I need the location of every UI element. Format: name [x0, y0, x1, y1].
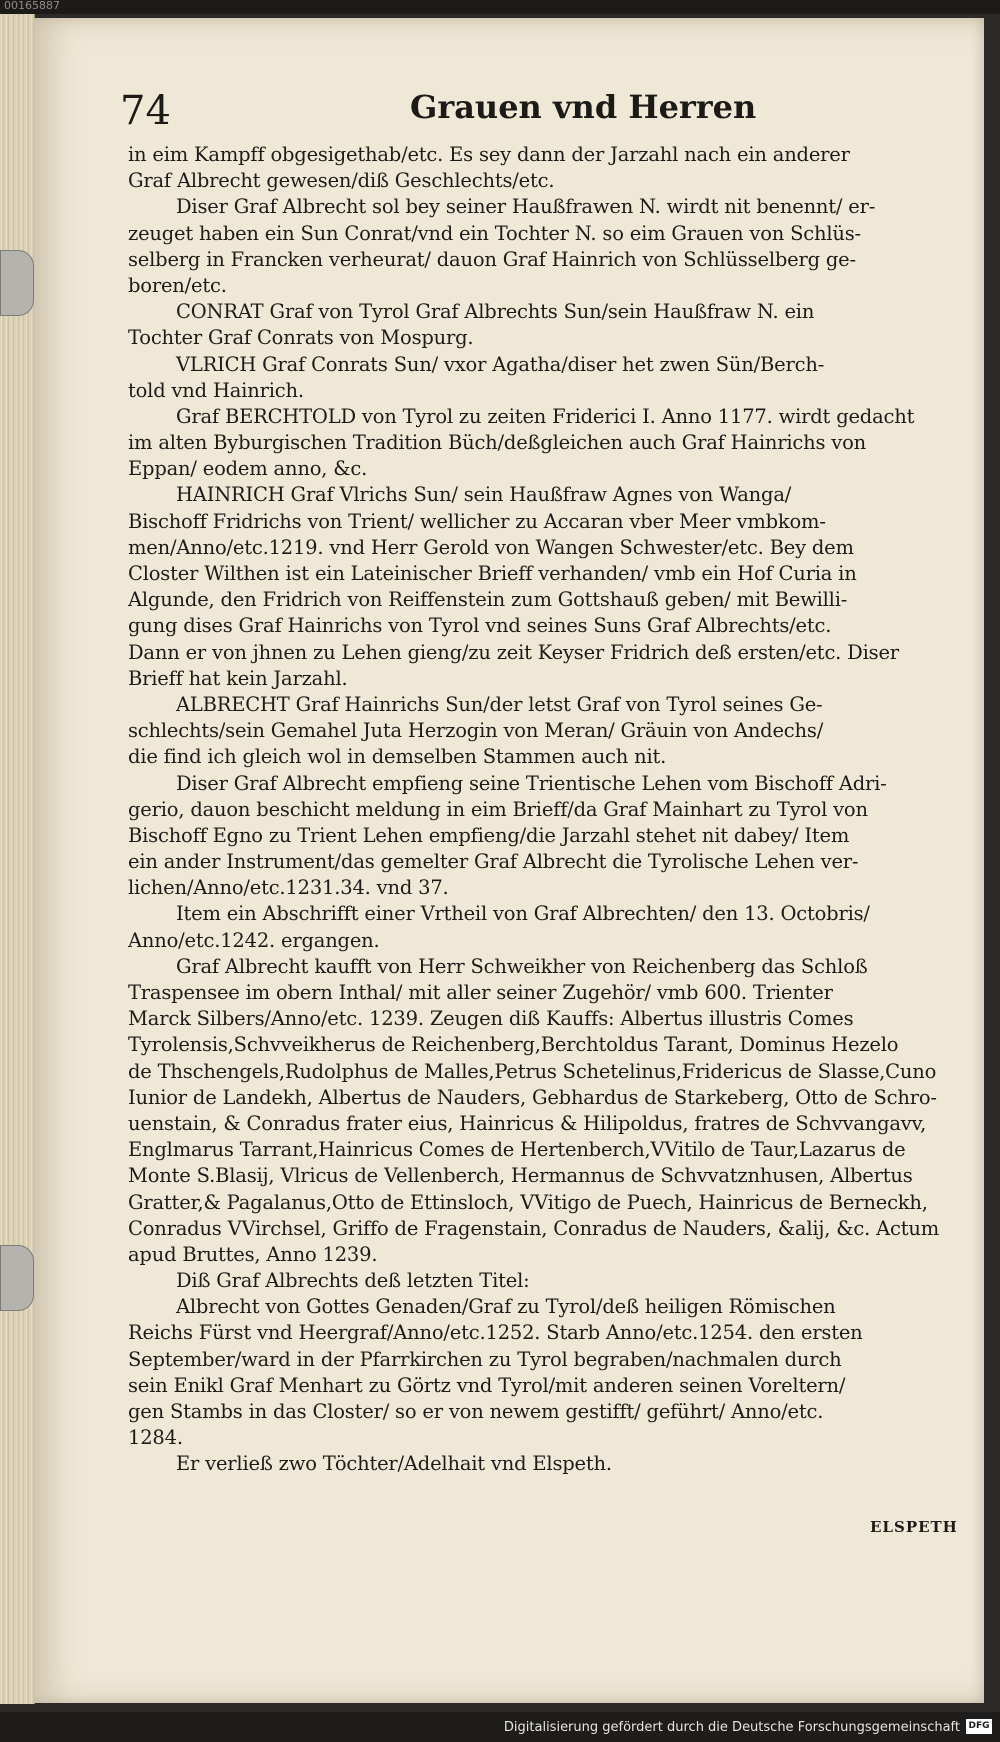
running-title: Grauen vnd Herren	[410, 88, 757, 126]
text-line: Tochter Graf Conrats von Mospurg.	[128, 326, 474, 350]
page-number: 74	[120, 88, 171, 134]
clip-lower	[0, 1245, 34, 1311]
text-line: Bischoff Egno zu Trient Lehen empfieng/die Jarzahl stehet nit dabey/ Item	[128, 823, 850, 847]
clip-upper	[0, 250, 34, 316]
text-line: gerio, dauon beschicht meldung in eim Brieff/da Graf Mainhart zu Tyrol von	[128, 797, 868, 821]
dfg-logo-icon: DFG	[966, 1719, 992, 1734]
text-line: Graf Albrecht gewesen/diß Geschlechts/etc.	[128, 169, 555, 193]
text-line: Englmarus Tarrant,Hainricus Comes de Hertenberch,VVitilo de Taur,Lazarus de	[128, 1138, 906, 1162]
text-line: Traspensee im obern Inthal/ mit aller seiner Zugehör/ vmb 600. Trienter	[128, 981, 833, 1004]
text-line: gen Stambs in das Closter/ so er von newem gestifft/ geführt/ Anno/etc.	[128, 1400, 824, 1423]
text-line: Algunde, den Fridrich von Reiffenstein zum Gottshauß geben/ mit Bewilli-	[128, 588, 848, 612]
text-line: Er verließ zwo Töchter/Adelhait vnd Elspeth.	[176, 1452, 612, 1476]
text-line: Graf BERCHTOLD von Tyrol zu zeiten Friderici I. Anno 1177. wirdt gedacht	[176, 404, 915, 428]
text-line: men/Anno/etc.1219. vnd Herr Gerold von Wangen Schwester/etc. Bey dem	[128, 535, 854, 559]
catchword: ELSPETH	[870, 1518, 958, 1536]
text-line: sein Enikl Graf Menhart zu Görtz vnd Tyrol/mit anderen seinen Voreltern/	[128, 1373, 846, 1397]
text-line: die find ich gleich wol in demselben Stammen auch nit.	[128, 745, 667, 769]
text-line: Anno/etc.1242. ergangen.	[128, 928, 380, 952]
text-line: 1284.	[128, 1426, 183, 1450]
text-line: Item ein Abschrifft einer Vrtheil von Graf Albrechten/ den 13. Octobris/	[176, 902, 870, 926]
text-line: Eppan/ eodem anno, &c.	[128, 457, 368, 481]
text-line: Diß Graf Albrechts deß letzten Titel:	[176, 1269, 530, 1293]
text-line: gung dises Graf Hainrichs von Tyrol vnd seines Suns Graf Albrechts/etc.	[128, 614, 832, 638]
text-line: in eim Kampff obgesigethab/etc. Es sey dann der Jarzahl nach ein anderer	[128, 143, 850, 166]
text-line: zeuget haben ein Sun Conrat/vnd ein Tochter N. so eim Grauen von Schlüs-	[128, 221, 861, 245]
footer-credit: Digitalisierung gefördert durch die Deutsche Forschungsgemeinschaft	[503, 1720, 960, 1735]
text-line: HAINRICH Graf Vlrichs Sun/ sein Haußfraw Agnes von Wanga/	[176, 483, 792, 507]
text-line: Closter Wilthen ist ein Lateinischer Brieff verhanden/ vmb ein Hof Curia in	[128, 562, 857, 585]
text-line: Gratter,& Pagalanus,Otto de Ettinsloch, VVitigo de Puech, Hainricus de Berneckh,	[128, 1190, 928, 1214]
text-line: boren/etc.	[128, 273, 227, 297]
text-line: schlechts/sein Gemahel Juta Herzogin von Meran/ Gräuin von Andechs/	[128, 719, 824, 743]
text-line: Reichs Fürst vnd Heergraf/Anno/etc.1252. Starb Anno/etc.1254. den ersten	[128, 1321, 863, 1345]
text-line: told vnd Hainrich.	[128, 378, 304, 402]
text-line: Dann er von jhnen zu Lehen gieng/zu zeit Keyser Fridrich deß ersten/etc. Diser	[128, 640, 899, 664]
text-line: Monte S.Blasij, Vlricus de Vellenberch, Hermannus de Schvvatznhusen, Albertus	[128, 1164, 913, 1188]
text-line: Diser Graf Albrecht sol bey seiner Haußfrawen N. wirdt nit benennt/ er-	[176, 195, 876, 219]
text-line: September/ward in der Pfarrkirchen zu Tyrol begraben/nachmalen durch	[128, 1347, 842, 1371]
top-strip	[0, 0, 1000, 14]
text-line: Diser Graf Albrecht empfieng seine Trientische Lehen vom Bischoff Adri-	[176, 771, 887, 795]
scan-id: 00165887	[4, 0, 60, 12]
body-text	[128, 142, 962, 1478]
text-line: Graf Albrecht kaufft von Herr Schweikher von Reichenberg das Schloß	[176, 954, 868, 978]
text-line: selberg in Francken verheurat/ dauon Graf Hainrich von Schlüsselberg ge-	[128, 247, 856, 271]
text-line: im alten Byburgischen Tradition Büch/deßgleichen auch Graf Hainrichs von	[128, 431, 867, 455]
text-line: Marck Silbers/Anno/etc. 1239. Zeugen diß Kauffs: Albertus illustris Comes	[128, 1007, 854, 1031]
text-line: apud Bruttes, Anno 1239.	[128, 1242, 378, 1266]
text-line: CONRAT Graf von Tyrol Graf Albrechts Sun/sein Haußfraw N. ein	[176, 300, 815, 324]
text-line: Albrecht von Gottes Genaden/Graf zu Tyrol/deß heiligen Römischen	[176, 1295, 836, 1319]
text-line: Conradus VVirchsel, Griffo de Fragenstain, Conradus de Nauders, &alij, &c. Actum	[128, 1216, 939, 1240]
text-line: lichen/Anno/etc.1231.34. vnd 37.	[128, 876, 449, 900]
text-line: VLRICH Graf Conrats Sun/ vxor Agatha/diser het zwen Sün/Berch-	[176, 352, 825, 376]
text-line: uenstain, & Conradus frater eius, Hainricus & Hilipoldus, fratres de Schvvangavv,	[128, 1111, 927, 1135]
text-line: Bischoff Fridrichs von Trient/ wellicher zu Accaran vber Meer vmbkom-	[128, 509, 826, 533]
text-line: Iunior de Landekh, Albertus de Nauders, Gebhardus de Starkeberg, Otto de Schro-	[128, 1085, 937, 1109]
text-line: Brieff hat kein Jarzahl.	[128, 666, 348, 690]
text-line: ein ander Instrument/das gemelter Graf Albrecht die Tyrolische Lehen ver-	[128, 850, 859, 874]
text-line: Tyrolensis,Schvveikherus de Reichenberg,Berchtoldus Tarant, Dominus Hezelo	[128, 1033, 899, 1057]
text-line: ALBRECHT Graf Hainrichs Sun/der letst Graf von Tyrol seines Ge-	[176, 692, 823, 716]
text-line: de Thschengels,Rudolphus de Malles,Petrus Schetelinus,Fridericus de Slasse,Cuno	[128, 1059, 937, 1083]
